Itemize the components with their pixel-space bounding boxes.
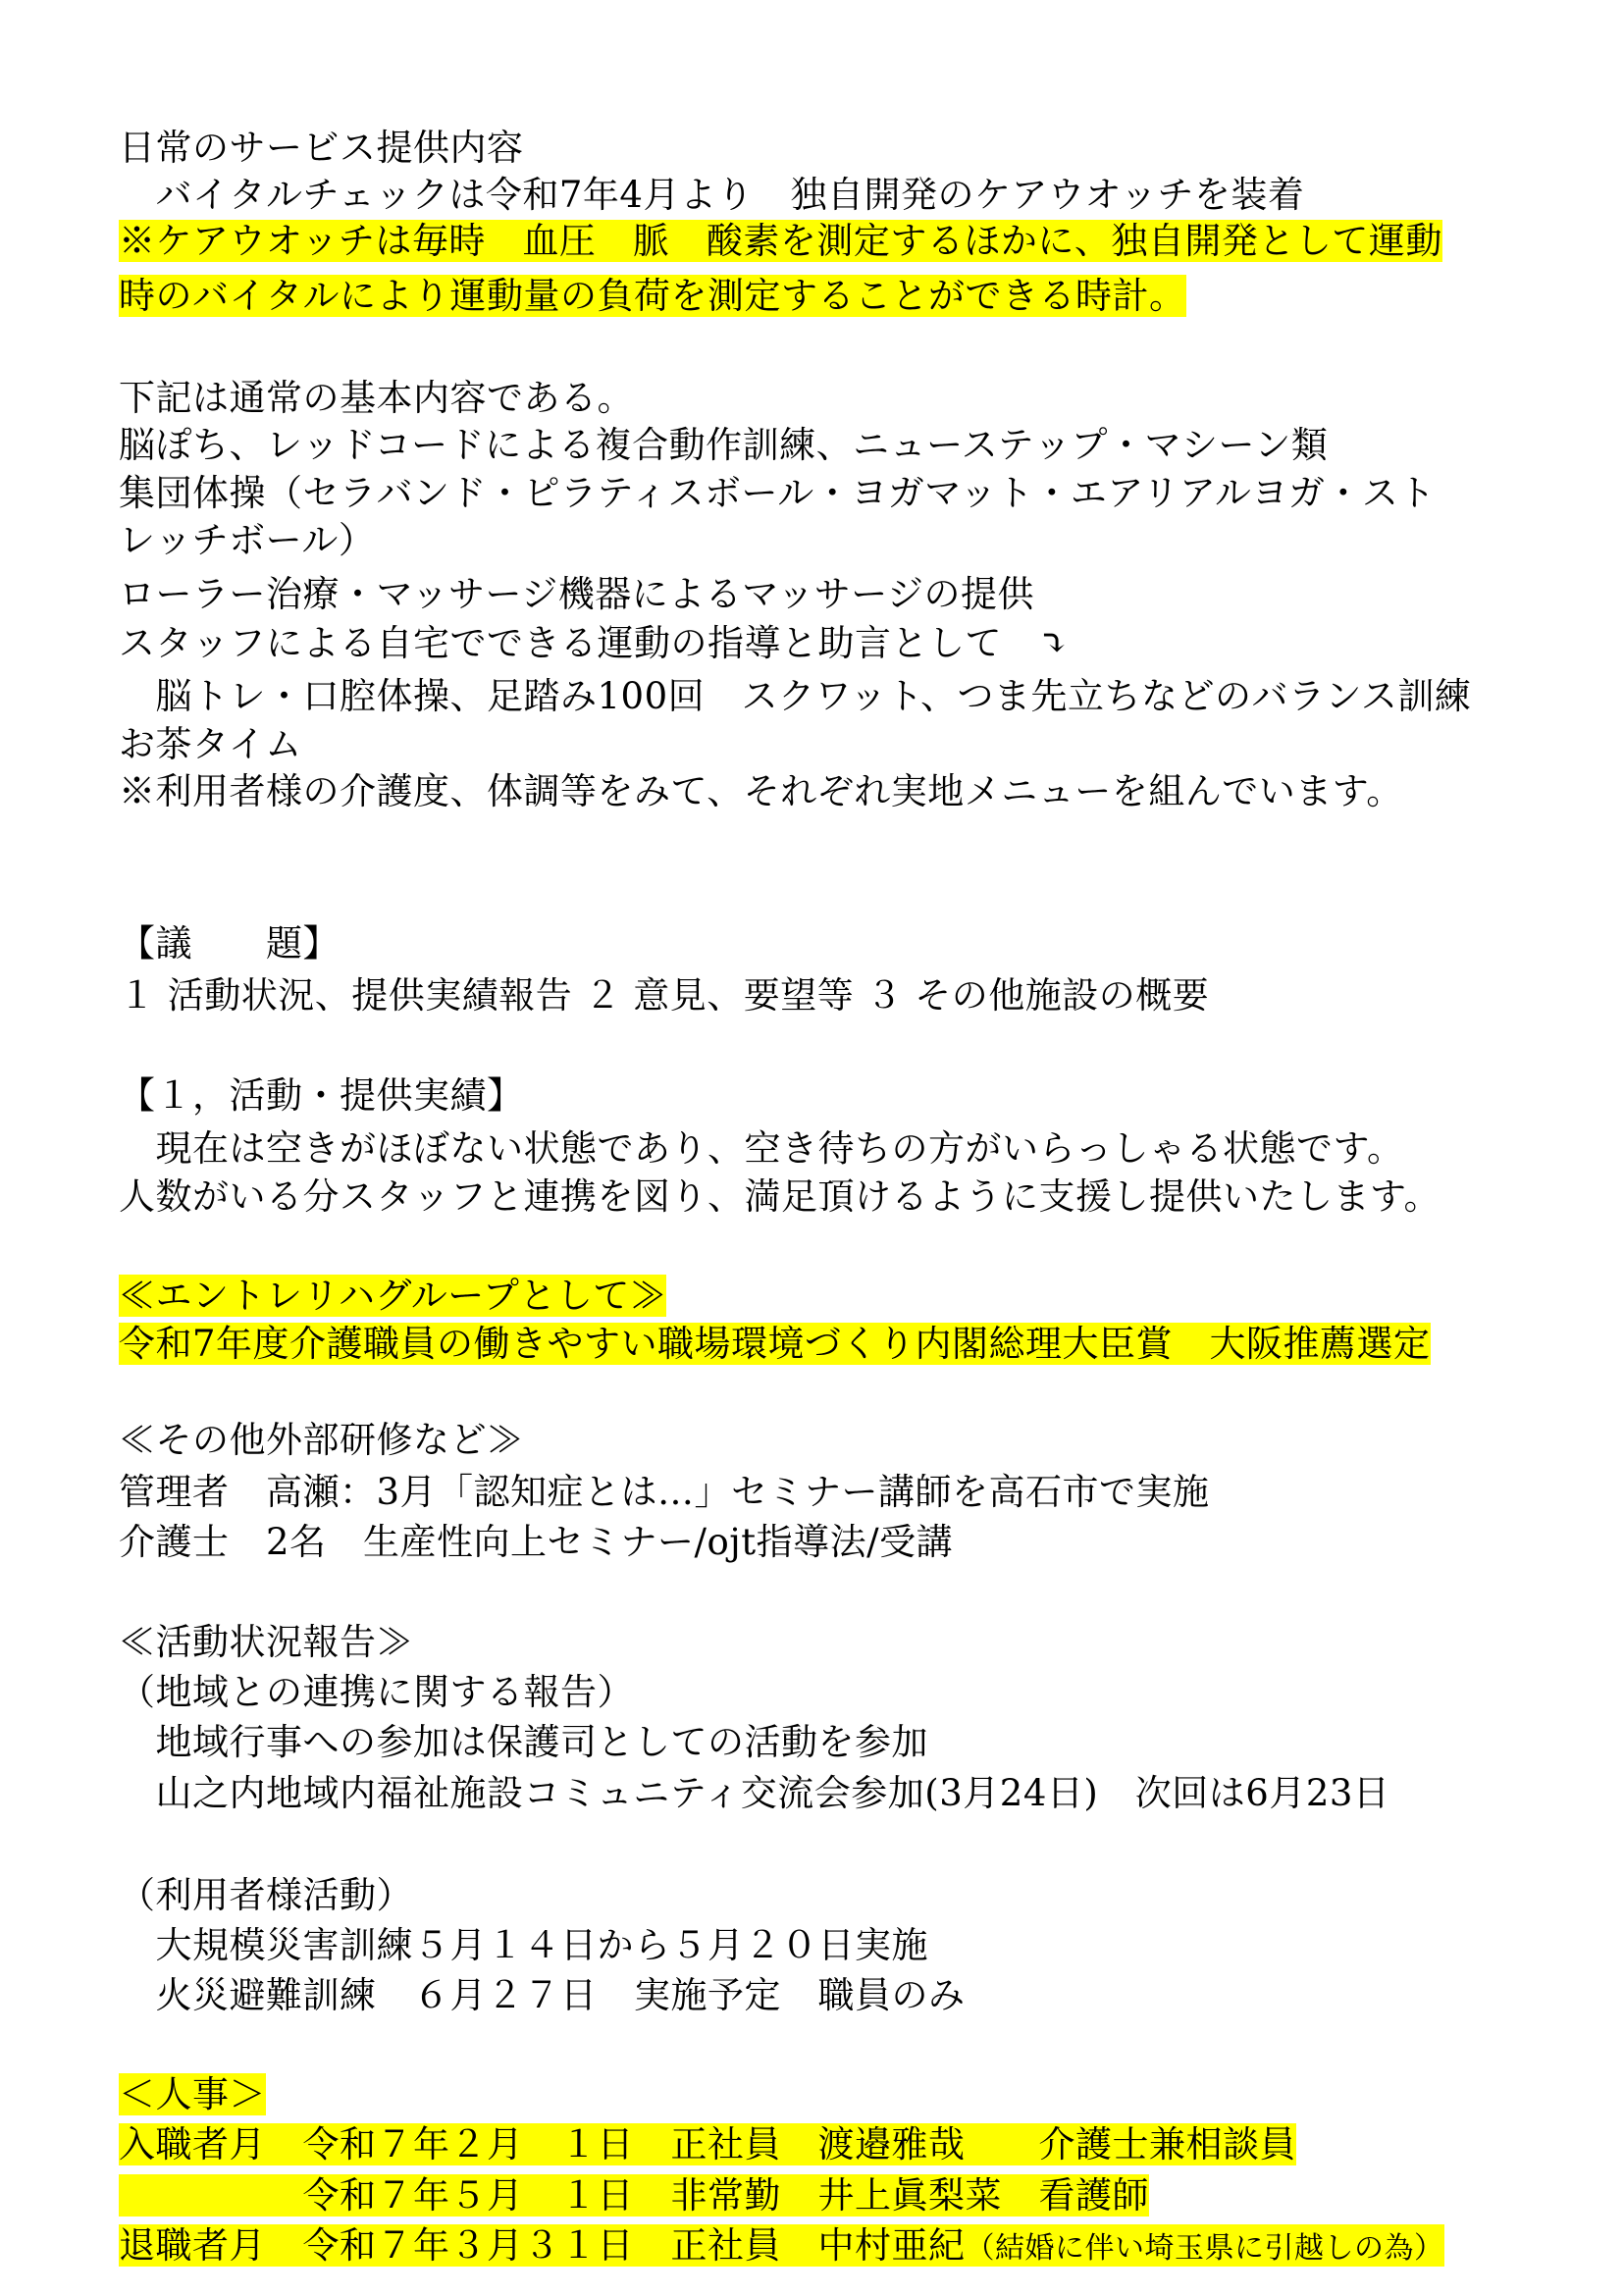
service-item-5: 脳トレ・口腔体操、足踏み100回 スクワット、つま先立ちなどのバランス訓練 — [119, 675, 1472, 717]
training-line-2: 介護士 2名 生産性向上セミナー/ojt指導法/受講 — [119, 1521, 954, 1563]
report-heading: ≪活動状況報告≫ — [119, 1621, 413, 1663]
basic-content-intro: 下記は通常の基本内容である。 — [119, 377, 634, 419]
report-line-4: 火災避難訓練 ６月２７日 実施予定 職員のみ — [119, 1974, 966, 2016]
care-watch-note-2: 時のバイタルにより運動量の負荷を測定することができる時計。 — [119, 275, 1186, 317]
personnel-row-3-main: 退職者月 令和７年３月３１日 正社員 中村亜紀 — [119, 2224, 966, 2267]
report-subheading-users: （利用者様活動） — [119, 1874, 413, 1916]
service-item-6: お茶タイム — [119, 723, 302, 765]
report-line-3: 大規模災害訓練５月１４日から５月２０日実施 — [119, 1924, 928, 1966]
service-item-2a: 集団体操（セラバンド・ピラティスボール・ヨガマット・エアリアルヨガ・スト — [119, 472, 1436, 514]
service-item-2b: レッチボール） — [119, 519, 376, 561]
group-award-line: 令和7年度介護職員の働きやすい職場環境づくり内閣総理大臣賞 大阪推薦選定 — [119, 1323, 1431, 1365]
personnel-row-3-note: （結婚に伴い埼玉県に引越しの為） — [965, 2231, 1444, 2266]
service-item-1: 脳ぽち、レッドコードによる複合動作訓練、ニューステップ・マシーン類 — [119, 424, 1329, 466]
group-heading: ≪エントレリハグループとして≫ — [119, 1275, 667, 1317]
agenda-heading: 【議 題】 — [119, 922, 340, 965]
report-subheading-community: （地域との連携に関する報告） — [119, 1671, 634, 1713]
agenda-items: １ 活動状況、提供実績報告 ２ 意見、要望等 ３ その他施設の概要 — [119, 974, 1210, 1017]
report-line-2: 山之内地域内福祉施設コミュニティ交流会参加(3月24日) 次回は6月23日 — [119, 1772, 1390, 1814]
service-item-4: スタッフによる自宅でできる運動の指導と助言として ⤵ — [119, 622, 1071, 664]
report-line-1: 地域行事への参加は保護司としての活動を参加 — [119, 1721, 928, 1763]
personnel-row-1: 入職者月 令和７年２月 １日 正社員 渡邉雅哉 介護士兼相談員 — [119, 2123, 1296, 2165]
vital-check-line: バイタルチェックは令和7年4月より 独自開発のケアウオッチを装着 — [119, 174, 1305, 216]
care-watch-note-1: ※ケアウオッチは毎時 血圧 脈 酸素を測定するほかに、独自開発として運動 — [119, 220, 1442, 262]
activity-line-1: 現在は空きがほぼない状態であり、空き待ちの方がいらっしゃる状態です。 — [119, 1127, 1404, 1170]
training-heading: ≪その他外部研修など≫ — [119, 1419, 524, 1461]
personnel-row-2: 令和７年５月 １日 非常勤 井上眞梨菜 看護師 — [119, 2174, 1149, 2217]
activity-heading: 【１，活動・提供実績】 — [119, 1074, 524, 1117]
training-line-1: 管理者 高瀬：3月「認知症とは…」セミナー講師を高石市で実施 — [119, 1471, 1210, 1513]
personnel-row-3 — [119, 2224, 1444, 2267]
activity-line-2: 人数がいる分スタッフと連携を図り、満足頂けるように支援し提供いたします。 — [119, 1175, 1441, 1218]
service-item-3: ローラー治療・マッサージ機器によるマッサージの提供 — [119, 573, 1035, 615]
service-note: ※利用者様の介護度、体調等をみて、それぞれ実地メニューを組んでいます。 — [119, 770, 1403, 812]
personnel-heading: ＜人事＞ — [119, 2073, 266, 2115]
services-heading: 日常のサービス提供内容 — [119, 127, 524, 169]
